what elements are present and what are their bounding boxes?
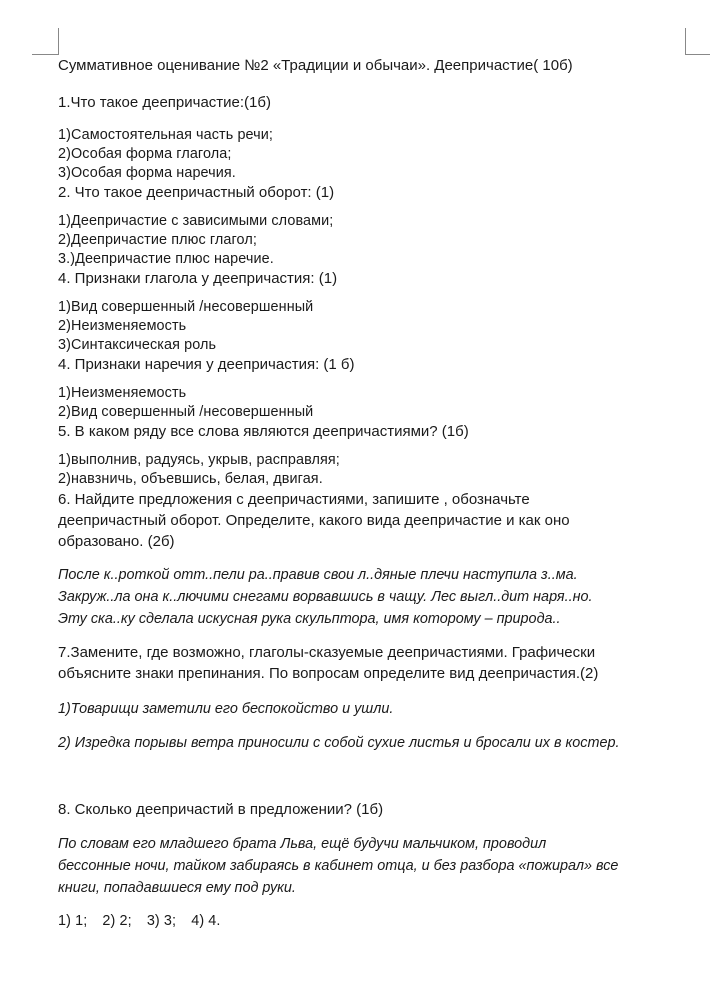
option: 3.)Деепричастие плюс наречие. bbox=[58, 251, 274, 267]
question-1: 1.Что такое деепричастие:(1б) bbox=[58, 94, 271, 111]
option: 1)выполнив, радуясь, укрыв, расправляя; bbox=[58, 452, 340, 468]
sentence: бессонные ночи, тайком забираясь в кабинет отца, и без разбора «пожирал» все bbox=[58, 858, 619, 874]
question-2-options bbox=[58, 212, 688, 269]
answer-option: 2) 2; bbox=[102, 913, 132, 929]
question-6-line: образовано. (2б) bbox=[58, 533, 175, 550]
question-7-line: объясните знаки препинания. По вопросам определите вид деепричастия.(2) bbox=[58, 665, 599, 682]
question-2: 2. Что такое деепричастный оборот: (1) bbox=[58, 184, 335, 201]
answer-option: 3) 3; bbox=[146, 913, 177, 929]
question-7-sentence-2: 2) Изредка порывы ветра приносили с собой сухие листья и бросали их в костер. bbox=[58, 735, 620, 751]
sentence: книги, попадавшиеся ему под руки. bbox=[58, 880, 296, 896]
option: 2)Неизменяемость bbox=[58, 318, 187, 334]
question-3-options bbox=[58, 298, 688, 355]
question-3: 4. Признаки глагола у деепричастия: (1) bbox=[58, 270, 338, 287]
question-5-options bbox=[58, 451, 688, 489]
sentence: Эту ска..ку сделала искусная рука скульптора, имя которому – природа.. bbox=[58, 611, 561, 627]
option: 1)Неизменяемость bbox=[58, 385, 187, 401]
sentence: По словам его младшего брата Льва, ещё будучи мальчиком, проводил bbox=[58, 836, 547, 852]
option: 2)Деепричастие плюс глагол; bbox=[58, 232, 257, 248]
answer-option: 4) 4. bbox=[191, 913, 221, 929]
question-5: 5. В каком ряду все слова являются деепричастиями? (1б) bbox=[58, 423, 469, 440]
question-8-text bbox=[58, 833, 688, 899]
question-6 bbox=[58, 489, 688, 552]
question-6-text bbox=[58, 564, 688, 630]
question-6-line: 6. Найдите предложения с деепричастиями, запишите , обозначьте bbox=[58, 491, 530, 508]
option: 2)навзничь, объевшись, белая, двигая. bbox=[58, 471, 323, 487]
question-4-options bbox=[58, 384, 688, 422]
option: 2)Вид совершенный /несовершенный bbox=[58, 404, 314, 420]
answer-option: 1) 1; bbox=[58, 913, 88, 929]
option: 3)Синтаксическая роль bbox=[58, 337, 217, 353]
question-7 bbox=[58, 642, 688, 684]
question-1-options bbox=[58, 126, 688, 183]
sentence: Закруж..ла она к..лючими снегами ворвавшись в чащу. Лес выгл..дит наря..но. bbox=[58, 589, 593, 605]
option: 1)Деепричастие с зависимыми словами; bbox=[58, 213, 334, 229]
option: 1)Самостоятельная часть речи; bbox=[58, 127, 274, 143]
option: 1)Вид совершенный /несовершенный bbox=[58, 299, 314, 315]
option: 3)Особая форма наречия. bbox=[58, 165, 236, 181]
crop-mark-top-right bbox=[685, 28, 710, 55]
sentence: После к..роткой отт..пели ра..правив свои л..дяные плечи наступила з..ма. bbox=[58, 567, 578, 583]
question-7-line: 7.Замените, где возможно, глаголы-сказуемые деепричастиями. Графически bbox=[58, 644, 596, 661]
crop-mark-top-left bbox=[32, 28, 59, 55]
question-7-sentence-1: 1)Товарищи заметили его беспокойство и ушли. bbox=[58, 701, 394, 717]
page-title: Суммативное оценивание №2 «Традиции и обычаи». Деепричастие( 10б) bbox=[58, 57, 573, 74]
question-8-answers bbox=[58, 912, 688, 931]
worksheet bbox=[58, 56, 688, 931]
option: 2)Особая форма глагола; bbox=[58, 146, 232, 162]
question-8: 8. Сколько деепричастий в предложении? (1б) bbox=[58, 801, 384, 818]
question-6-line: деепричастный оборот. Определите, какого вида деепричастие и как оно bbox=[58, 512, 570, 529]
question-4: 4. Признаки наречия у деепричастия: (1 б) bbox=[58, 356, 355, 373]
